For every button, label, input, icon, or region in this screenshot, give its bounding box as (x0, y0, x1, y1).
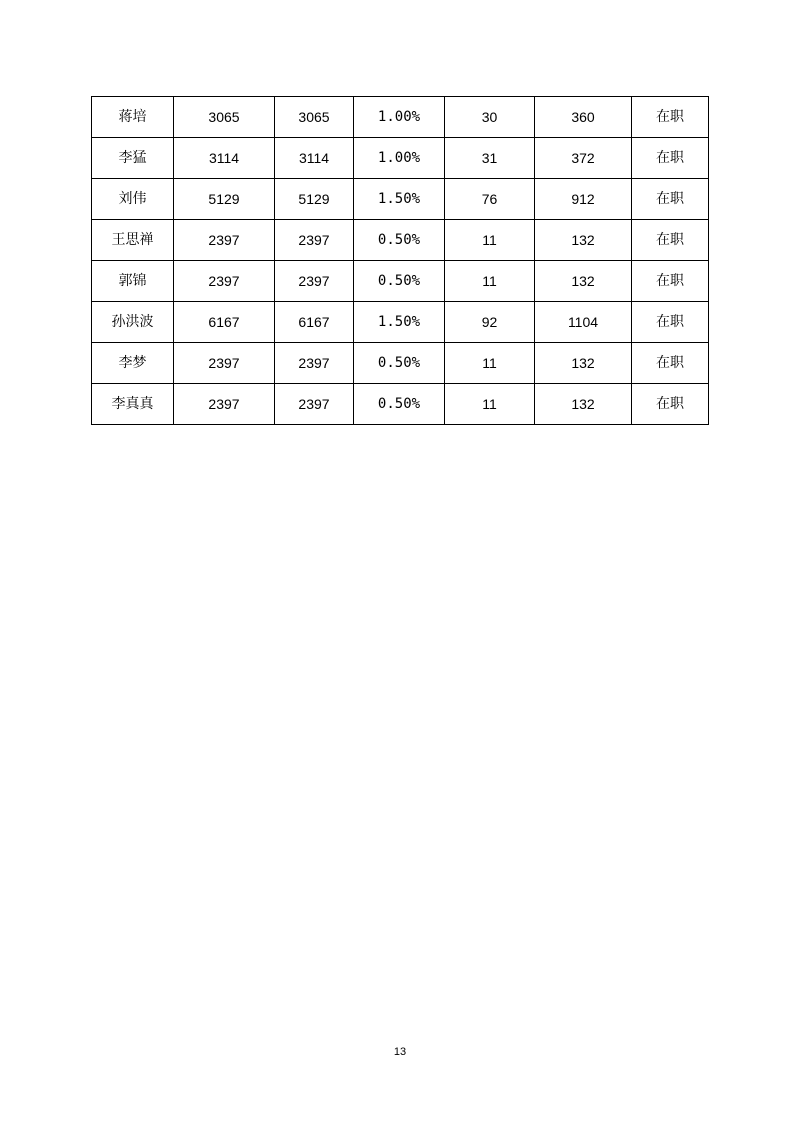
monthly-value-cell: 76 (445, 179, 535, 220)
name-cell: 刘伟 (92, 179, 174, 220)
status-cell: 在职 (632, 302, 709, 343)
name-cell: 王思禅 (92, 220, 174, 261)
status-cell: 在职 (632, 384, 709, 425)
rate-cell: 1.00% (354, 97, 445, 138)
base-amount-cell: 2397 (174, 261, 275, 302)
monthly-value-cell: 11 (445, 261, 535, 302)
table-row (92, 343, 709, 384)
name-cell: 蒋培 (92, 97, 174, 138)
table-row (92, 220, 709, 261)
amount-cell: 2397 (275, 261, 354, 302)
amount-cell: 2397 (275, 384, 354, 425)
table-row (92, 179, 709, 220)
annual-value-cell: 132 (535, 343, 632, 384)
annual-value-cell: 132 (535, 384, 632, 425)
employee-table (91, 96, 709, 425)
rate-cell: 1.50% (354, 302, 445, 343)
table-row (92, 138, 709, 179)
base-amount-cell: 2397 (174, 343, 275, 384)
status-cell: 在职 (632, 138, 709, 179)
amount-cell: 2397 (275, 343, 354, 384)
status-cell: 在职 (632, 220, 709, 261)
annual-value-cell: 1104 (535, 302, 632, 343)
amount-cell: 3065 (275, 97, 354, 138)
name-cell: 李梦 (92, 343, 174, 384)
name-cell: 李真真 (92, 384, 174, 425)
table-row (92, 384, 709, 425)
base-amount-cell: 6167 (174, 302, 275, 343)
amount-cell: 6167 (275, 302, 354, 343)
monthly-value-cell: 92 (445, 302, 535, 343)
status-cell: 在职 (632, 261, 709, 302)
base-amount-cell: 3065 (174, 97, 275, 138)
status-cell: 在职 (632, 179, 709, 220)
name-cell: 郭锦 (92, 261, 174, 302)
base-amount-cell: 5129 (174, 179, 275, 220)
annual-value-cell: 912 (535, 179, 632, 220)
name-cell: 孙洪波 (92, 302, 174, 343)
annual-value-cell: 372 (535, 138, 632, 179)
amount-cell: 2397 (275, 220, 354, 261)
status-cell: 在职 (632, 343, 709, 384)
monthly-value-cell: 11 (445, 343, 535, 384)
monthly-value-cell: 11 (445, 220, 535, 261)
table-row (92, 261, 709, 302)
amount-cell: 3114 (275, 138, 354, 179)
rate-cell: 0.50% (354, 220, 445, 261)
rate-cell: 0.50% (354, 343, 445, 384)
monthly-value-cell: 31 (445, 138, 535, 179)
amount-cell: 5129 (275, 179, 354, 220)
rate-cell: 0.50% (354, 384, 445, 425)
annual-value-cell: 360 (535, 97, 632, 138)
name-cell: 李猛 (92, 138, 174, 179)
rate-cell: 1.50% (354, 179, 445, 220)
status-cell: 在职 (632, 97, 709, 138)
rate-cell: 0.50% (354, 261, 445, 302)
base-amount-cell: 2397 (174, 384, 275, 425)
base-amount-cell: 2397 (174, 220, 275, 261)
base-amount-cell: 3114 (174, 138, 275, 179)
monthly-value-cell: 30 (445, 97, 535, 138)
annual-value-cell: 132 (535, 220, 632, 261)
table-row (92, 97, 709, 138)
table-row (92, 302, 709, 343)
monthly-value-cell: 11 (445, 384, 535, 425)
annual-value-cell: 132 (535, 261, 632, 302)
rate-cell: 1.00% (354, 138, 445, 179)
page-number: 13 (393, 1046, 407, 1058)
